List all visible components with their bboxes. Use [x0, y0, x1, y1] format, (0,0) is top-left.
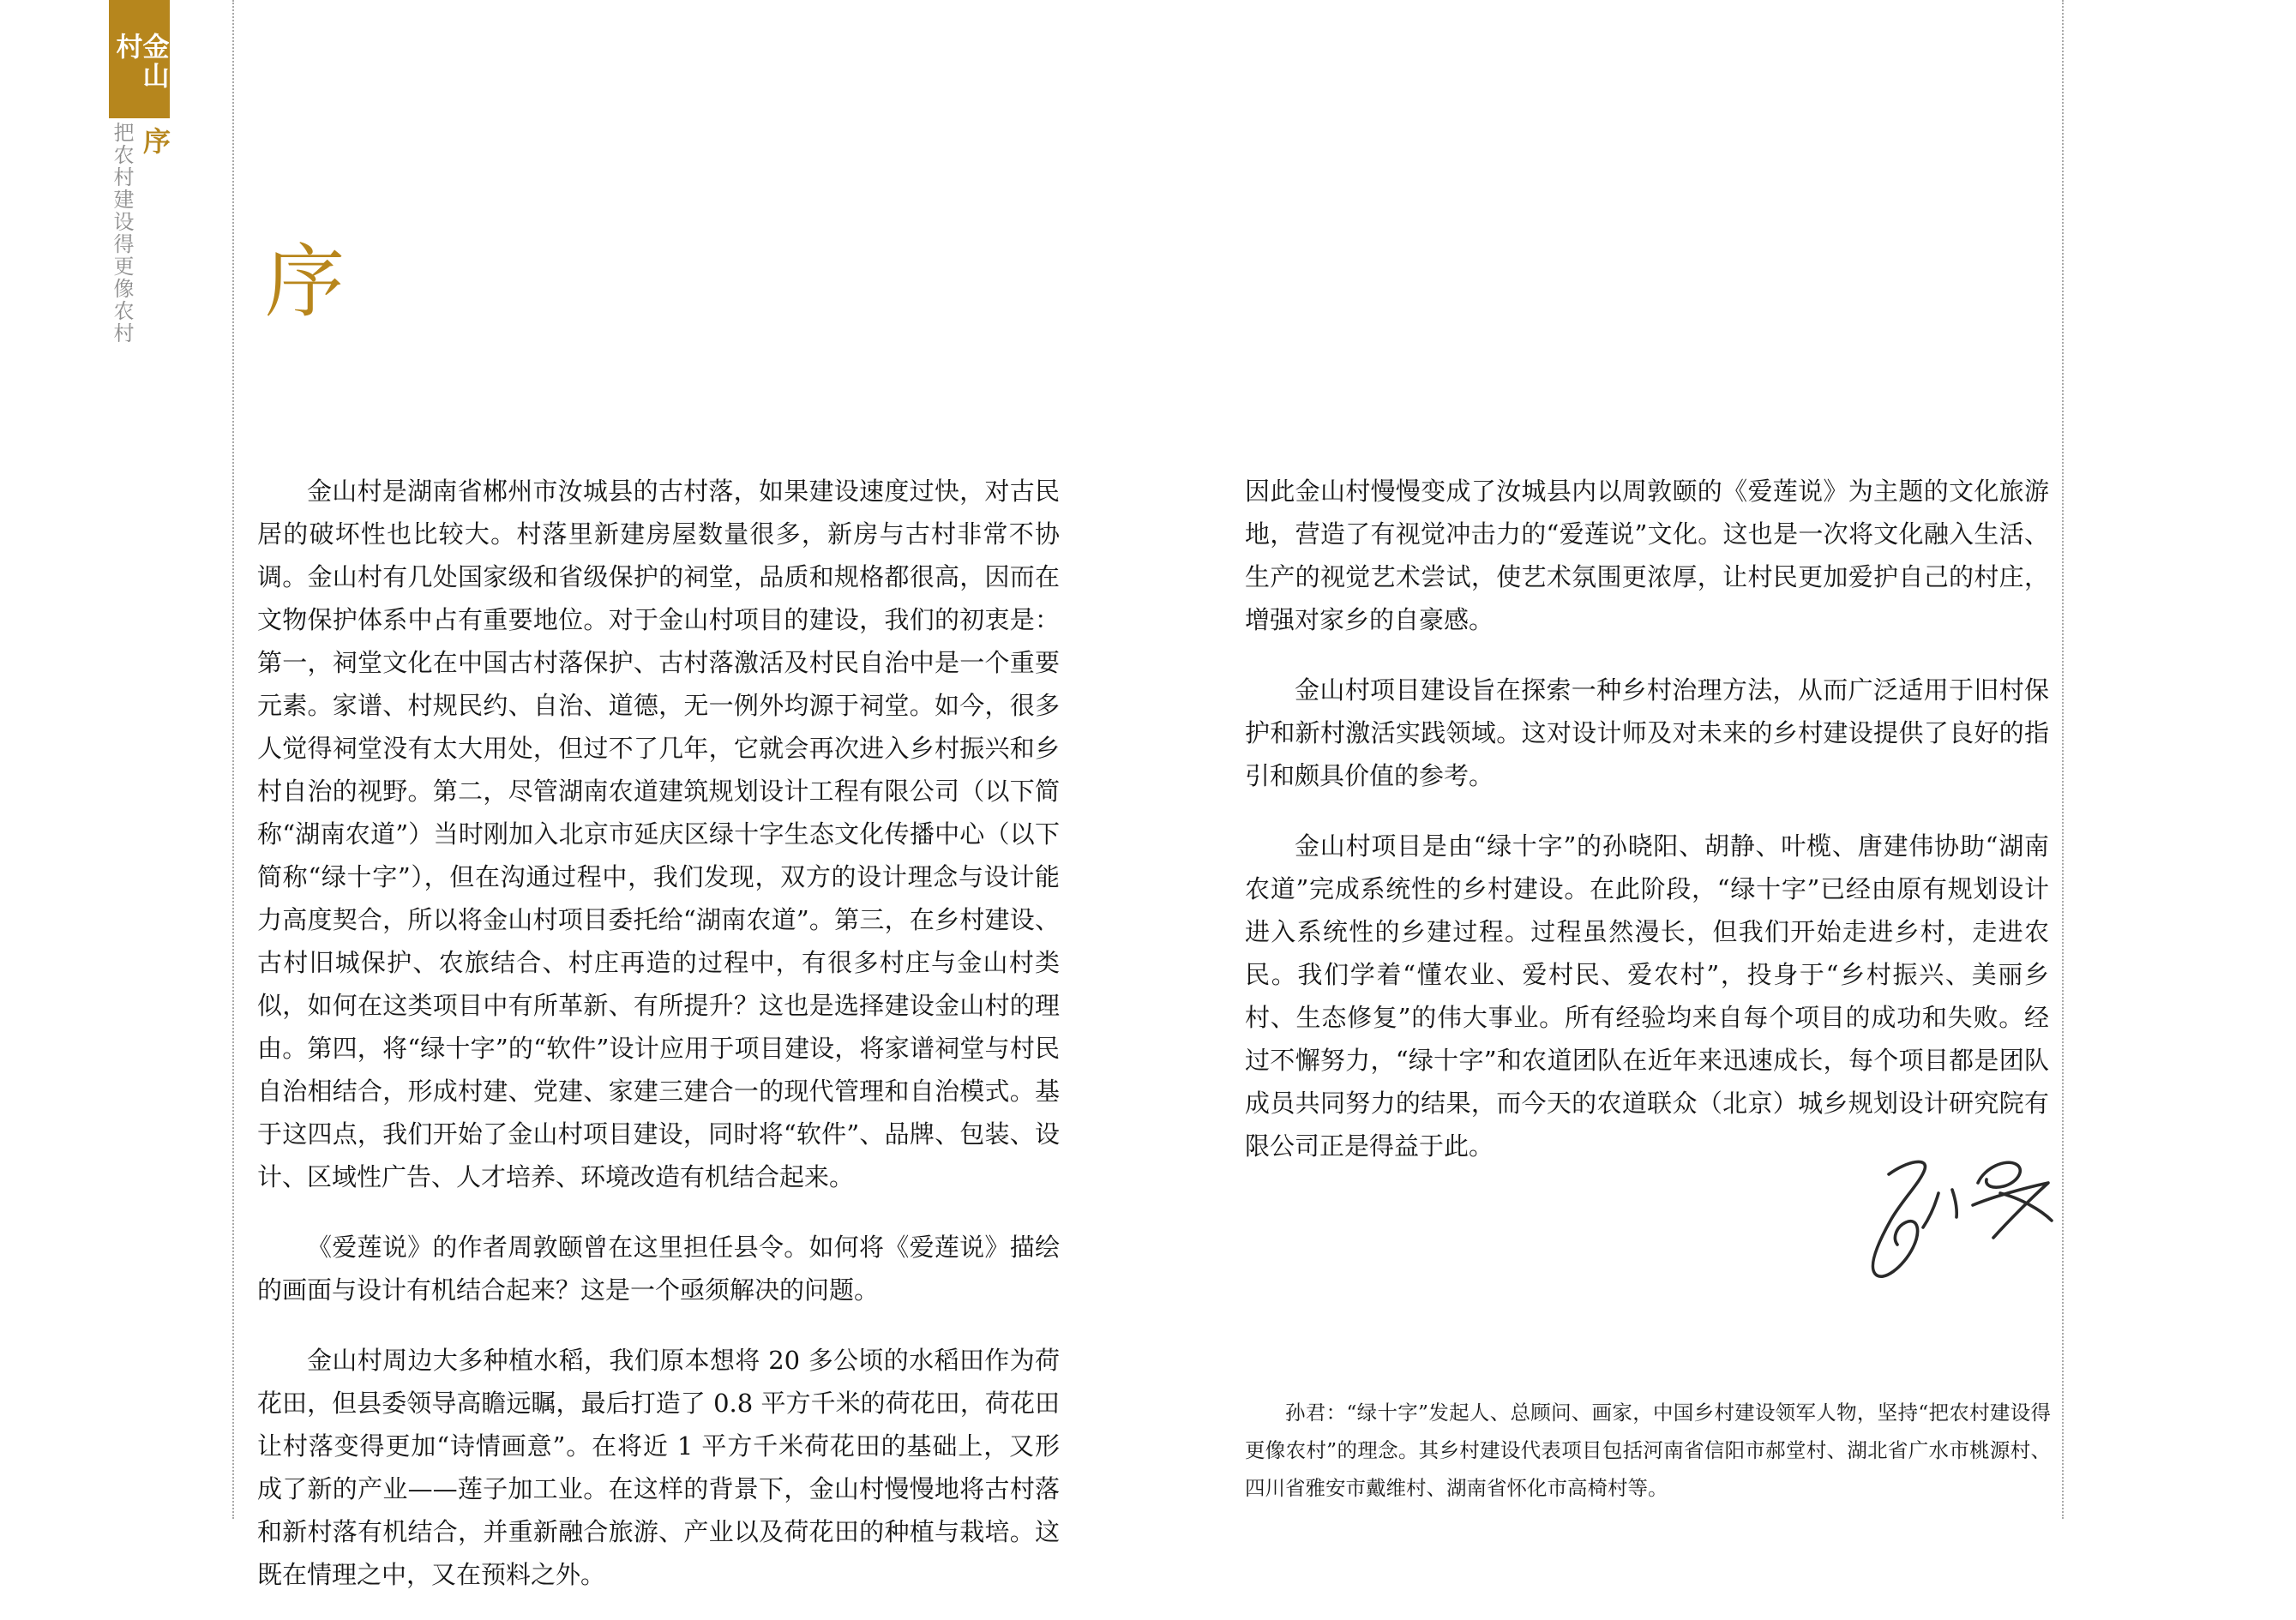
paragraph: 因此金山村慢慢变成了汝城县内以周敦颐的《爱莲说》为主题的文化旅游地，营造了有视觉冲击力的“爱莲说”文化。这也是一次将文化融入生活、生产的视觉艺术尝试，使艺术氛围更浓厚，让村民更加爱护自己的村庄，增强对家乡的自豪感。 — [1245, 477, 2049, 634]
paragraph: 金山村是湖南省郴州市汝城县的古村落，如果建设速度过快，对古民居的破坏性也比较大。村落里新建房屋数量很多，新房与古村非常不协调。金山村有几处国家级和省级保护的祠堂，品质和规格都很高，因而在文物保护体系中占有重要地位。对于金山村项目的建设，我们的初衷是：第一，祠堂文化在中国古村落保护、古村落激活及村民自治中是一个重要元素。家谱、村规民约、自治、道德，无一例外均源于祠堂。如今，很多人觉得祠堂没有太大用处，但过不了几年，它就会再次进入乡村振兴和乡村自治的视野。第二，尽管湖南农道建筑规划设计工程有限公司（以下简称“湖南农道”）当时刚加入北京市延庆区绿十字生态文化传播中心（以下简称“绿十字”），但在沟通过程中，我们发现，双方的设计理念与设计能力高度契合，所以将金山村项目委托给“湖南农道”。第三，在乡村建设、古村旧城保护、农旅结合、村庄再造的过程中，有很多村庄与金山村类似，如何在这类项目中有所革新、有所提升？这也是选择建设金山村的理由。第四，将“绿十字”的“软件”设计应用于项目建设，将家谱祠堂与村民自治相结合，形成村建、党建、家建三建合一的现代管理和自治模式。基于这四点，我们开始了金山村项目建设，同时将“软件”、品牌、包装、设计、区域性广告、人才培养、环境改造有机结合起来。 — [257, 477, 1060, 1191]
paragraph: 《爱莲说》的作者周敦颐曾在这里担任县令。如何将《爱莲说》描绘的画面与设计有机结合起来？这是一个亟须解决的问题。 — [257, 1233, 1060, 1305]
sidebar-section-label: 序 — [143, 125, 171, 158]
village-name-label: 金山村 — [111, 33, 169, 91]
chapter-title: 序 — [265, 236, 345, 328]
author-signature — [1856, 1149, 2075, 1294]
paragraph: 金山村项目建设旨在探索一种乡村治理方法，从而广泛适用于旧村保护和新村激活实践领域。这对设计师及对未来的乡村建设提供了良好的指引和颇具价值的参考。 — [1245, 675, 2049, 790]
left-margin-rule — [232, 0, 234, 1519]
village-name-banner — [109, 0, 170, 118]
sidebar-tagline: 把农村建设得更像农村 — [110, 122, 134, 345]
left-text-column — [257, 470, 1060, 1620]
paragraph: 金山村周边大多种植水稻，我们原本想将 20 多公顷的水稻田作为荷花田，但县委领导高瞻远瞩，最后打造了 0.8 平方千米的荷花田，荷花田让村落变得更加“诗情画意”。在将近 1 平方千米荷花田的基础上，又形成了新的产业——莲子加工业。在这样的背景下，金山村慢慢地将古村落和新村落有机结合，并重新融合旅游、产业以及荷花田的种植与栽培。这既在情理之中，又在预料之外。 — [257, 1346, 1060, 1589]
author-bio-caption: 孙君：“绿十字”发起人、总顾问、画家，中国乡村建设领军人物，坚持“把农村建设得更像农村”的理念。其乡村建设代表项目包括河南省信阳市郝堂村、湖北省广水市桃源村、四川省雅安市戴维村、湖南省怀化市高椅村等。 — [1245, 1401, 2051, 1500]
paragraph: 金山村项目是由“绿十字”的孙晓阳、胡静、叶榄、唐建伟协助“湖南农道”完成系统性的乡村建设。在此阶段，“绿十字”已经由原有规划设计进入系统性的乡建过程。过程虽然漫长，但我们开始走进乡村，走进农民。我们学着“懂农业、爱村民、爱农村”，投身于“乡村振兴、美丽乡村、生态修复”的伟大事业。所有经验均来自每个项目的成功和失败。经过不懈努力，“绿十字”和农道团队在近年来迅速成长，每个项目都是团队成员共同努力的结果，而今天的农道联众（北京）城乡规划设计研究院有限公司正是得益于此。 — [1245, 831, 2049, 1161]
right-text-column — [1245, 470, 2049, 1195]
